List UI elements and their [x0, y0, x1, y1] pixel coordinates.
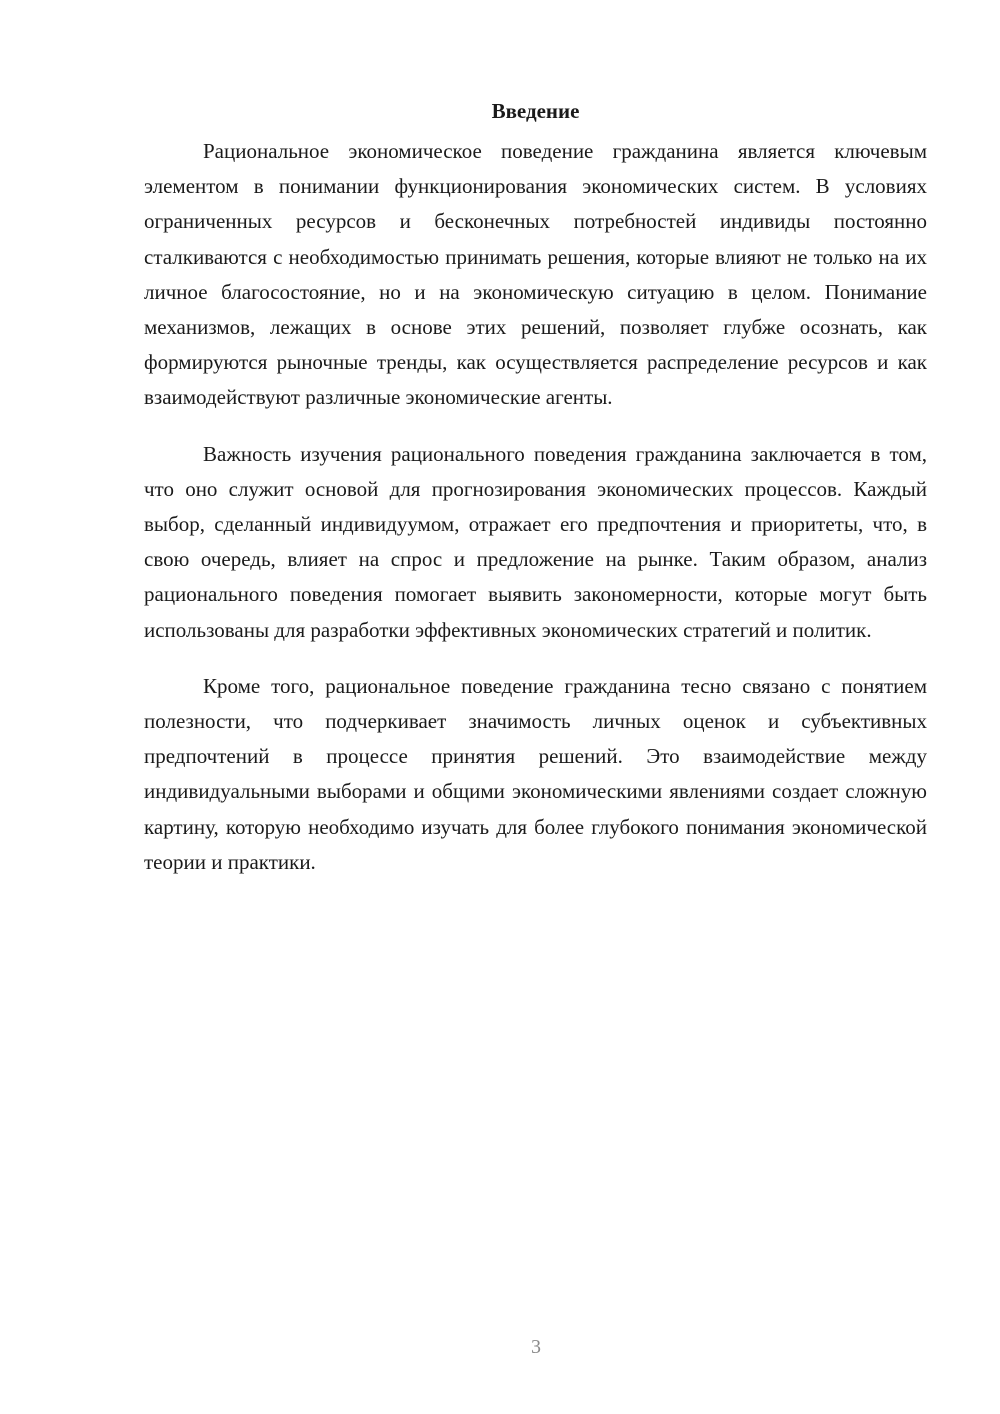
paragraph-2: Важность изучения рационального поведения гражданина заключается в том, что оно служит основой для прогнозирования экономических процессов. Каждый выбор, сделанный индивидуумом, отражает его предпочтения и приоритеты, что, в свою очередь, влияет на спрос и предложение на рынке. Таким образом, анализ рационального поведения помогает выявить закономерности, которые могут быть использованы для разработки эффективных экономических стратегий и политик.: [144, 441, 927, 642]
section-heading: Введение: [491, 99, 580, 123]
page-content: [144, 96, 927, 901]
page-number: 3: [531, 1336, 541, 1358]
paragraph-3: Кроме того, рациональное поведение гражданина тесно связано с понятием полезности, что подчеркивает значимость личных оценок и субъективных предпочтений в процессе принятия решений. Это взаимодействие между индивидуальными выборами и общими экономическими явлениями создает сложную картину, которую необходимо изучать для более глубокого понимания экономической теории и практики.: [144, 673, 927, 874]
paragraph-1: Рациональное экономическое поведение гражданина является ключевым элементом в понимании функционирования экономических систем. В условиях ограниченных ресурсов и бесконечных потребностей индивиды постоянно сталкиваются с необходимостью принимать решения, которые влияют не только на их личное благосостояние, но и на экономическую ситуацию в целом. Понимание механизмов, лежащих в основе этих решений, позволяет глубже осознать, как формируются рыночные тренды, как осуществляется распределение ресурсов и как взаимодействуют различные экономические агенты.: [144, 139, 927, 410]
